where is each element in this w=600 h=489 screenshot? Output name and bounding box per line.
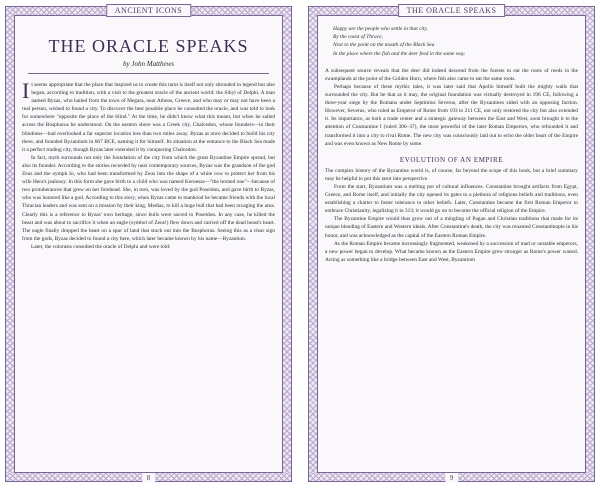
paragraph: Later, the colonists consulted the oracle of Delphi and were told: (31, 243, 171, 250)
paragraph: From the start, Byzantium was a melting pot of cultural influences. Constantine brought artifacts from Egypt, Greece, and Rome itself, and initially the city opened its gates to a plethora of religious beliefs and traditions, even establishing a charter to foster tolerance to other beliefs. Later, Constantine became the first Roman Emperor to embrace Christianity, legalizing it in 313; it would go on to become the official religion of the Empire. (325, 183, 578, 215)
ornamental-border-right (585, 15, 594, 473)
verse-line: By the coast of Thrace, (333, 34, 383, 41)
page-number: 8 (142, 473, 156, 483)
paragraph: A subsequent source reveals that the deer did indeed descend from the forests to eat the roots of reeds in the swamplands at the point of the Golden Horn, where fish also came to eat the same roots. (325, 67, 578, 82)
section-heading: EVOLUTION OF AN EMPIRE (399, 155, 504, 164)
verse-line: Next to the point on the mouth of the Black Sea (333, 42, 435, 49)
page-number: 9 (445, 473, 459, 483)
paragraph: As the Roman Empire became increasingly fragmented, weakened by a succession of mad or unstable emperors, a new power began to develop. What became known as the Eastern Empire grew stronger as Rome's power waned. Acting as something like a bridge between East and West, Byzantium (325, 240, 578, 263)
drop-cap: I (22, 78, 30, 103)
byline: by John Matthews (123, 60, 174, 68)
paragraph: The complex history of the Byzantine world is, of course, far beyond the scope of this book, but a brief summary may be helpful to put this tarot into perspective. (325, 167, 578, 182)
paragraph: Perhaps because of these mythic tales, it was later said that Apollo himself built the mighty walls that surrounded the city. But be that as it may, the original foundation was virtually destroyed in 196 CE, following a three-year siege by the Romans under Septimius Severus, after the Byzantines sided with an opposing faction. However, Severus, who ruled as Emperor of Rome from 193 to 211 CE, not only restored the city but also extended it. Its importance, as both a trade center and a strategic gateway between the East and West, soon brought it to the attention of Constantine I (ruled 306–37), the most powerful of the later Roman Emperors, who refounded it and transformed it into a city to rival Rome. The new city was consciously laid out to echo the older heart of the Empire and was even known as New Rome by some. (325, 84, 578, 147)
running-head: THE ORACLE SPEAKS (398, 4, 506, 17)
paragraph: It seems appropriate that the place that inspired us to create this tarot is itself not only shrouded in legend but also began, according to tradition, with a visit to the greatest oracle of the ancient world: the Sibyl of Delphi. A man named Byzas, who hailed from the town of Megara, near Athens, Greece, and who may or may not have been a real person, wished to found a city. To discover the best possible place he consulted the oracle, and was told to look for somewhere "opposite the place of the blind." At the time, he didn't know what this meant, but when he sailed across the Bosphorus he understood. On the eastern shore was a Greek city, Chalcedon, whose founders—in their blindness—had overlooked a far superior location less than two miles away. Byzas at once decided to build his city there, and founded Byzantium in 667 BCE, naming it for himself. Its situation at the entrance to the Black Sea made it a perfect trading city, though Byzas later extended it by conquering Chalcedon. (22, 78, 275, 153)
right-text-column (325, 22, 578, 468)
right-page (308, 6, 595, 482)
left-page (5, 6, 292, 482)
paragraph: In fact, myth surrounds not only the foundation of the city from which the great Byzantine Empire spread, but also its founder. According to the stories recorded by near contemporary sources, Byzas was the grandson of the god Zeus and the nymph Io, who had been transformed by Zeus into the shape of a white cow to protect her from his wife Hera's jealousy. In this form she gave birth to a child who was named Keroessa—"the horned one"—because of two protuberances that grew on her forehead. She, in turn, was loved by the god Poseidon, and gave birth to Byzas, who was honored like a god. According to this story, when Byzas came to manhood he became friends with the local Thracian leaders and was sent on a mission by their king, Medias, to kill a huge bull that had been ravaging the area. Clearly this is a reference to Byzas' own heritage, since bulls were sacred to Poseidon. In any case, he killed the beast and was about to sacrifice it when an eagle (symbol of Zeus!) flew down and carried off the dead beast's heart. The eagle finally dropped the heart on a spur of land that stuck out into the Bosphorus. Seeing this as a clear sign from the gods, Byzas decided to found a city here, which later became known by his name—Byzantion. (22, 154, 275, 242)
verse-line: In the place where the fish and the deer feed in the same way. (333, 50, 466, 57)
ornamental-border-right (282, 15, 291, 473)
chapter-title: THE ORACLE SPEAKS (48, 36, 249, 56)
left-text-column (22, 22, 275, 468)
ornamental-border-left (309, 15, 318, 473)
running-head: ANCIENT ICONS (106, 4, 191, 17)
paragraph: The Byzantine Empire would thus grow out of a mingling of Pagan and Christian traditions that made for its unique blending of Eastern and Western ideals. After Constantine's death, the city was renamed Constantinople in his honor, and was acknowledged as the capital of the Eastern Roman Empire. (325, 216, 578, 239)
title-rule (28, 73, 269, 74)
ornamental-border-left (6, 15, 15, 473)
oracle-verse (333, 25, 578, 58)
verse-line: Happy are the people who settle in that city, (333, 26, 428, 32)
